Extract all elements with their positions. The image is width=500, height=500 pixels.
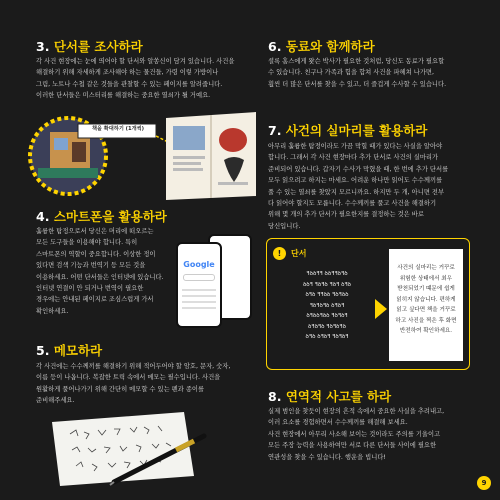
section-5-line: 이름 등이 나옵니다. 복잡한 트릭 속에서 메모는 필수입니다. 사건을 [36,374,221,382]
section-7-body [268,141,478,232]
section-4-line: 훌륭한 탐정으로서 당신은 머리에 떠오르는 [36,228,154,235]
section-8-line: 모든 주장 능력을 사용하여만 서로 다른 단서들 사이에 필요한 [268,442,437,450]
section-5-body [36,361,258,407]
page-number: 9 [477,476,491,490]
section-7-heading: 사건의 실마리를 활용하라 [285,123,428,138]
section-5-number: 5. [36,343,50,358]
section-3-line: 이러한 단서들은 미스터리를 해결하는 중요한 열쇠가 될 거예요. [36,92,211,100]
smartphones-illustration [174,232,250,324]
arrow-right-icon [375,299,387,319]
cipher-line: ꝺꟻꝺꝺꟻꝺꝺ ꟻꝺꟻꝺꟻ [306,313,348,319]
hint-decoded-paper [389,249,463,361]
decoded-line: 읽고 싶다면 책을 거꾸로 [396,307,456,313]
section-4-line: 모든 도구들을 이용해야 합니다. 특히 [36,239,138,247]
section-8-heading: 연역적 사고를 하라 [285,389,392,404]
section-3-line: 각 사건 현장에는 눈에 띄어야 할 단서와 알쏭신이 담겨 있습니다. 사건을 [36,58,235,65]
cipher-line: ꟻꝺꝺꟻꟻ ꝺꝺꟻꟻꝺꟻꝺ [306,271,348,277]
google-logo: Google [183,260,215,269]
section-4-line: 확인하세요. [36,307,69,315]
decoded-line: 사건의 실마리는 거꾸로 [397,265,455,271]
magnifier-tag-label: 책을 확대하기 (1개씩) [91,126,145,132]
section-7-line: 준비되어 있습니다. 갑자기 수사가 막혔을 때, 한 번에 추가 단서를 [268,165,449,173]
section-8-line: 사건 현장에서 아무리 사소해 보이는 것이라도 주의를 기울이고 [268,430,441,438]
section-5-line: 준비해주세요. [36,397,75,405]
section-7-number: 7. [268,123,282,138]
section-7-line: 당신입니다. [268,222,301,230]
hint-label: 단서 [291,249,307,258]
section-4-body [36,226,176,317]
phone-content-line [182,289,216,291]
section-6-line: 셜록 홈스에게 왓슨 박사가 필요한 것처럼, 당신도 동료가 필요할 [268,58,445,65]
section-7-line: 아무리 훌륭한 탐정이라도 가끔 막힐 때가 있다는 사실을 알아야 [268,143,443,150]
section-4-title [36,207,167,225]
section-4-line: 인터넷 연결이 안 되거나 번역이 필요한 [36,285,144,293]
section-6-line: 수 있습니다. 친구나 가족과 힘을 합쳐 사건을 파헤쳐 나가면, [268,69,435,77]
section-8-title [268,387,391,405]
cipher-line: ꝺꟻꝺ ꝺꟻꝺꟻ ꟻꝺꟻꝺꟻ [305,334,349,340]
section-8-line: 실제 범인을 찾듯이 현장의 흔적 속에서 중요한 사실을 추려내고, [268,408,445,415]
section-3-line: 해결하기 위해 자세하게 조사해야 하는 물건들, 가령 이렇 가방이나 [36,69,219,77]
section-8-body [268,406,478,463]
section-4-heading: 스마트폰을 활용하라 [53,209,167,224]
section-6-number: 6. [268,39,282,54]
phone-content-line [182,307,216,309]
phone-search-bar [183,274,215,281]
section-8-line: 연관성을 찾을 수 있습니다. 행운을 빕니다! [268,453,386,461]
decoded-line: 읽히지 않습니다. 편하게 [396,296,456,303]
section-7-title [268,121,427,139]
cipher-line: ꝺꟻꝺꟻꝺ ꟻꝺꟻꝺꟻꝺ [308,323,346,330]
phone-content-line [182,295,216,297]
cipher-line: ꟻꝺꟻꝺꟻꝺ ꝺꟻꝺꟻ [309,302,345,309]
section-7-line: 모두 읽으려고 하지는 마세요. 어려운 하나만 읽어도 수수께끼를 [268,177,443,185]
decoded-line: 반전하여 확인하세요. [399,328,453,334]
section-3-heading: 단서를 조사하라 [53,39,143,54]
section-6-body [268,56,478,90]
hint-cipher-text [281,269,373,343]
section-4-line: 있다면 검색 기능과 번역기 등 모든 것을 [36,262,146,270]
hint-box [266,238,470,370]
section-6-title [268,37,375,55]
notepad-pen-illustration [44,408,208,488]
section-5-title [36,341,102,359]
section-7-line: 풀 수 있는 열쇠를 찾았지 모르니까요. 하지만 두 개, 아니면 전부 [268,188,445,196]
section-8-number: 8. [268,389,282,404]
section-7-line: 위해 몇 개의 추가 단서가 필요한지를 결정하는 것은 바로 [268,211,424,219]
section-4-line: 경우에는 안내된 페이지로 조심스럽게 가서 [36,296,154,304]
section-4-line: 스마트폰의 역할이 중요합니다. 이상한 정이 [36,250,156,258]
section-3-line: 그림, 노트나 수첩 같은 것들을 관찰할 수 있는 페이지를 알려줍니다. [36,80,223,88]
cipher-line: ꝺꟻꝺ ꟻꟻꝺꝺ ꟻꝺꟻꝺꝺ [305,292,349,298]
section-3-title [36,37,143,55]
section-6-heading: 동료와 함께하라 [285,39,375,54]
decoded-line: 하고 사진을 찍은 후 화면 [395,317,457,324]
phone-front [176,242,222,328]
section-5-line: 원활하게 풀어나가기 위해 간단히 메모할 수 있는 펜과 종이를 [36,385,205,393]
section-4-number: 4. [36,209,50,224]
phone-content-line [182,301,216,303]
section-5-line: 각 사건에는 수수께끼를 해결하기 위해 적어두어야 할 암호, 문자, 숫자, [36,363,231,370]
cipher-line: ꝺꝺꟻ ꟻꝺꟻꝺ ꟻꝺꟻ ꝺꟻꝺ [302,281,352,288]
section-7-line: 다 읽어야 할지도 모릅니다. 수수께끼를 풀고 사건을 해결하기 [268,200,437,208]
hint-badge-icon: ! [273,247,286,260]
section-8-line: 이러 요소를 경험하면서 수수께끼를 해결해 보세요. [268,419,408,427]
section-3-body [36,56,258,102]
section-3-number: 3. [36,39,50,54]
decoded-line: 위험한 상태에서 최우 [399,275,453,282]
section-6-line: 훨씬 더 많은 단서를 찾을 수 있고, 더 즐겁게 수사할 수 있습니다. [268,80,447,88]
section-7-line: 합니다. 그래서 각 사건 현장마다 추가 단서로 사건의 실마리가 [268,154,439,162]
section-5-heading: 메모하라 [53,343,103,358]
section-4-line: 이용하세요. 어떤 단서들은 인터넷에 있습니다. [36,273,164,281]
decoded-line: 받천되었기 떄문에 쉽게 [397,286,455,292]
